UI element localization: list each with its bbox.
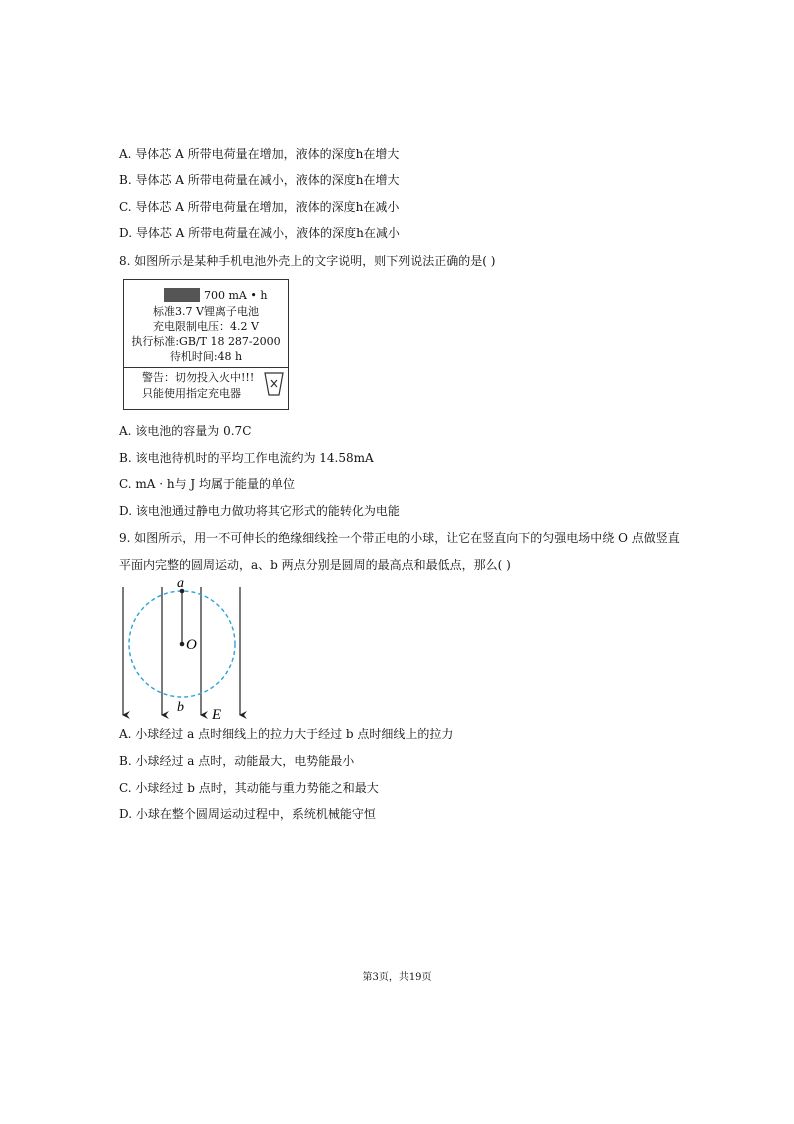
battery-warning-1: 警告：切勿投入火中!!! xyxy=(142,371,255,384)
battery-spec-line1: 标准3.7 V锂离子电池 xyxy=(153,305,259,318)
battery-label-divider xyxy=(124,367,288,368)
q9-option-a: A. 小球经过 a 点时细线上的拉力大于经过 b 点时细线上的拉力 xyxy=(119,727,454,741)
battery-logo-block xyxy=(164,288,200,302)
q9-option-d: D. 小球在整个圆周运动过程中，系统机械能守恒 xyxy=(119,807,376,821)
battery-spec-line4: 待机时间:48 h xyxy=(169,350,243,363)
battery-label-figure xyxy=(123,279,289,410)
q7-option-b: B. 导体芯 A 所带电荷量在减小，液体的深度h在增大 xyxy=(119,173,400,187)
q7-option-d: D. 导体芯 A 所带电荷量在减小，液体的深度h在减小 xyxy=(119,226,400,240)
q9-stem-line1: 9. 如图所示，用一不可伸长的绝缘细线拴一个带正电的小球，让它在竖直向下的匀强电场中绕 O 点做竖直 xyxy=(119,531,680,545)
q9-option-c: C. 小球经过 b 点时，其动能与重力势能之和最大 xyxy=(119,781,379,795)
q7-option-a: A. 导体芯 A 所带电荷量在增加，液体的深度h在增大 xyxy=(119,147,400,161)
label-o: O xyxy=(186,637,197,653)
q9-option-b: B. 小球经过 a 点时，动能最大，电势能最小 xyxy=(119,754,355,768)
label-e: E xyxy=(212,707,222,721)
label-b: b xyxy=(177,700,184,715)
battery-warning-2: 只能使用指定充电器 xyxy=(142,387,241,400)
point-o-dot xyxy=(180,642,185,647)
q8-stem: 8. 如图所示是某种手机电池外壳上的文字说明，则下列说法正确的是( ) xyxy=(119,254,496,268)
q8-option-d: D. 该电池通过静电力做功将其它形式的能转化为电能 xyxy=(119,504,400,518)
battery-capacity-row xyxy=(164,288,267,302)
page-footer: 第3页，共19页 xyxy=(362,972,432,983)
battery-spec-line3: 执行标准:GB/T 18 287-2000 xyxy=(131,335,281,348)
q8-option-a: A. 该电池的容量为 0.7C xyxy=(119,424,252,438)
q8-option-b: B. 该电池待机时的平均工作电流约为 14.58mA xyxy=(119,451,374,465)
battery-capacity: 700 mA • h xyxy=(204,288,268,302)
q7-option-c: C. 导体芯 A 所带电荷量在增加，液体的深度h在减小 xyxy=(119,200,400,214)
no-trash-bin-icon xyxy=(264,371,284,397)
battery-spec-line2: 充电限制电压：4.2 V xyxy=(153,320,259,333)
electric-field-circle-figure xyxy=(113,575,253,721)
q8-option-c: C. mA · h与 J 均属于能量的单位 xyxy=(119,477,296,491)
q9-stem-line2: 平面内完整的圆周运动，a、b 两点分别是圆周的最高点和最低点，那么( ) xyxy=(119,558,511,572)
label-a: a xyxy=(177,576,184,591)
